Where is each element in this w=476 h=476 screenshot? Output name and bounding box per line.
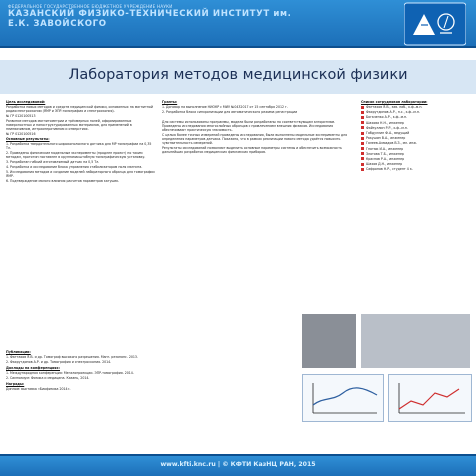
bullet <box>361 126 364 129</box>
poster-content <box>6 100 470 452</box>
staff-item: Сафронов Н.Р., студент 4 к. <box>361 167 470 171</box>
conf-item: 1. Международная конференция: Мегалопроекции. ЭПР-томография. 2014. <box>6 371 134 375</box>
bullet <box>361 116 364 119</box>
grant-item: 2. Разработка блока синхронизации для автоматического режима регистрации <box>162 110 298 114</box>
awards-title: Награды: <box>6 382 25 386</box>
goal-code-2: № ГР 0120100516 <box>6 132 36 136</box>
staff-item: Богаченко А.Р., к.ф.-м.н. <box>361 115 470 119</box>
staff-list <box>361 105 470 171</box>
body-b: С целью более точных измерений проведены исследования, были выполнены модельные эксперименты для определения параметров датчика. Показано, что в рамках реализации нового метода удаётся повысить чувствительность измерений. <box>162 133 348 145</box>
bullet <box>361 111 364 114</box>
staff-item: Фаттахов Я.В., зав. лаб., к.ф.-м.н. <box>361 105 470 109</box>
section-goal-text: Разработка новых методов и средств медицинской физики, основанных на магнитной радиоспектроскопии (ЯМР и ЭПР-томография и спектроскопия). <box>6 105 153 113</box>
left-column <box>6 100 156 184</box>
result-item: 3. Разработан гибкий изготовляемый датчик на 0,5 Тл. <box>6 160 100 164</box>
bullet <box>361 168 364 171</box>
staff-item: Краснов Р.А., инженер <box>361 157 470 161</box>
page-title: Лаборатория методов медицинской физики <box>68 67 408 83</box>
middle-column <box>162 100 354 155</box>
staff-item: Фахрутдинов А.Р., н.с., к.ф.-м.н. <box>361 110 470 114</box>
result-item: 4. Разработка и исследование блока управления стабилизатором поля магнита. <box>6 165 143 169</box>
bottom-left <box>6 350 281 392</box>
plot-1 <box>303 375 383 421</box>
bullet <box>361 121 364 124</box>
body-c: Результаты исследований позволяют выделить основные параметры системы и обеспечить возможность дальнейших разработок медицинских физических приборов. <box>162 146 342 154</box>
section-results-title: Основные результаты: <box>6 137 50 141</box>
plot-panel-1 <box>302 374 384 422</box>
kfti-logo <box>404 2 466 46</box>
org-main: КАЗАНСКИЙ ФИЗИКО-ТЕХНИЧЕСКИЙ ИНСТИТУТ им. Е.К. ЗАВОЙСКОГО <box>8 9 292 29</box>
org-small: ФЕДЕРАЛЬНОЕ ГОСУДАРСТВЕННОЕ БЮДЖЕТНОЕ УЧРЕЖДЕНИЕ НАУКИ <box>8 4 173 9</box>
award-item: Диплом: выставка «Биофизика 2014». <box>6 387 71 391</box>
result-item: 1. Разработка твердотельного широкополосного датчика для МР томографии на 0,35 Тл. <box>6 142 152 150</box>
result-item: 5. Исследования методов и создание моделей лабораторного образца для томографии ЯМР. <box>6 170 155 178</box>
result-item: 6. Подтверждение малого влияния расчетов параметров катушек. <box>6 179 120 183</box>
bullet <box>361 106 364 109</box>
pub-item: 2. Фахрутдинов А.Р. и др. Томография и спектроскопия. 2014. <box>6 360 112 364</box>
footer-text: www.kfti.knc.ru | © КФТИ КазНЦ РАН, 2015 <box>160 461 316 468</box>
goal-code-1: № ГР 0120100513 <box>6 114 36 118</box>
section-goal-title: Цель исследований: <box>6 100 46 104</box>
staff-item: Злотова Т.Б., инженер <box>361 152 470 156</box>
pub-item: 1. Фаттахов Я.В. и др. Томограф высокого разрешения. Магн. резонанс. 2013. <box>6 355 138 359</box>
staff-item: Галеев-Ахмадов В.З., мл. инж. <box>361 141 470 145</box>
bullet <box>361 132 364 135</box>
bullet <box>361 137 364 140</box>
section-grants-title: Гранты: <box>162 100 178 104</box>
grant-item: 1. Договор на выполнение НИОКР с МИУ №0432017 от 15 сентября 2012 г. <box>162 105 288 109</box>
staff-item: Ракушин В.А., инженер <box>361 136 470 140</box>
staff-item: Шахова Н.Н., инженер <box>361 121 470 125</box>
plot-panel-2 <box>388 374 472 422</box>
bullet <box>361 163 364 166</box>
section-staff-title: Список сотрудников лаборатории: <box>361 100 428 104</box>
photo-device <box>302 314 356 368</box>
staff-item: Габдуллин Ф.А., ведущий <box>361 131 470 135</box>
right-column <box>361 100 470 172</box>
conf-title: Доклады на конференциях: <box>6 366 60 370</box>
goal-more: Развитие методов магнитометрии и трёхмерных полей, оформированных поверхностных и наноструктурированных материалов, для применений в неинвазивном, интраоперативном и отверстиях. <box>6 119 132 131</box>
body-a: Для системы использованы программы, модели были разработаны по соответствующим алгоритмам. Проведены исследования многослойных образцов с привлечением внешних физиков. Исследования обеспечивают практическую значимость. <box>162 120 336 132</box>
plot-2 <box>389 375 471 421</box>
header-band <box>0 0 476 48</box>
footer-band <box>0 454 476 476</box>
bullet <box>361 157 364 160</box>
conf-item: 2. Симпозиум: Физика и медицина. Казань, 2014. <box>6 376 90 380</box>
pubs-title: Публикации: <box>6 350 31 354</box>
bullet <box>361 147 364 150</box>
staff-item: Гнатюк И.А., инженер <box>361 147 470 151</box>
bullet <box>361 142 364 145</box>
staff-item: Файзуллин Р.Р., к.ф.-м.н. <box>361 126 470 130</box>
staff-item: Шахов Д.Н., инженер <box>361 162 470 166</box>
result-item: 2. Проведены физические модельные эксперименты (продлен проект) по таким методам, прототип поставлен в крупномасштабную томографическую установку. <box>6 151 146 159</box>
photo-setup <box>361 314 470 368</box>
bullet <box>361 152 364 155</box>
results-list <box>6 142 156 183</box>
